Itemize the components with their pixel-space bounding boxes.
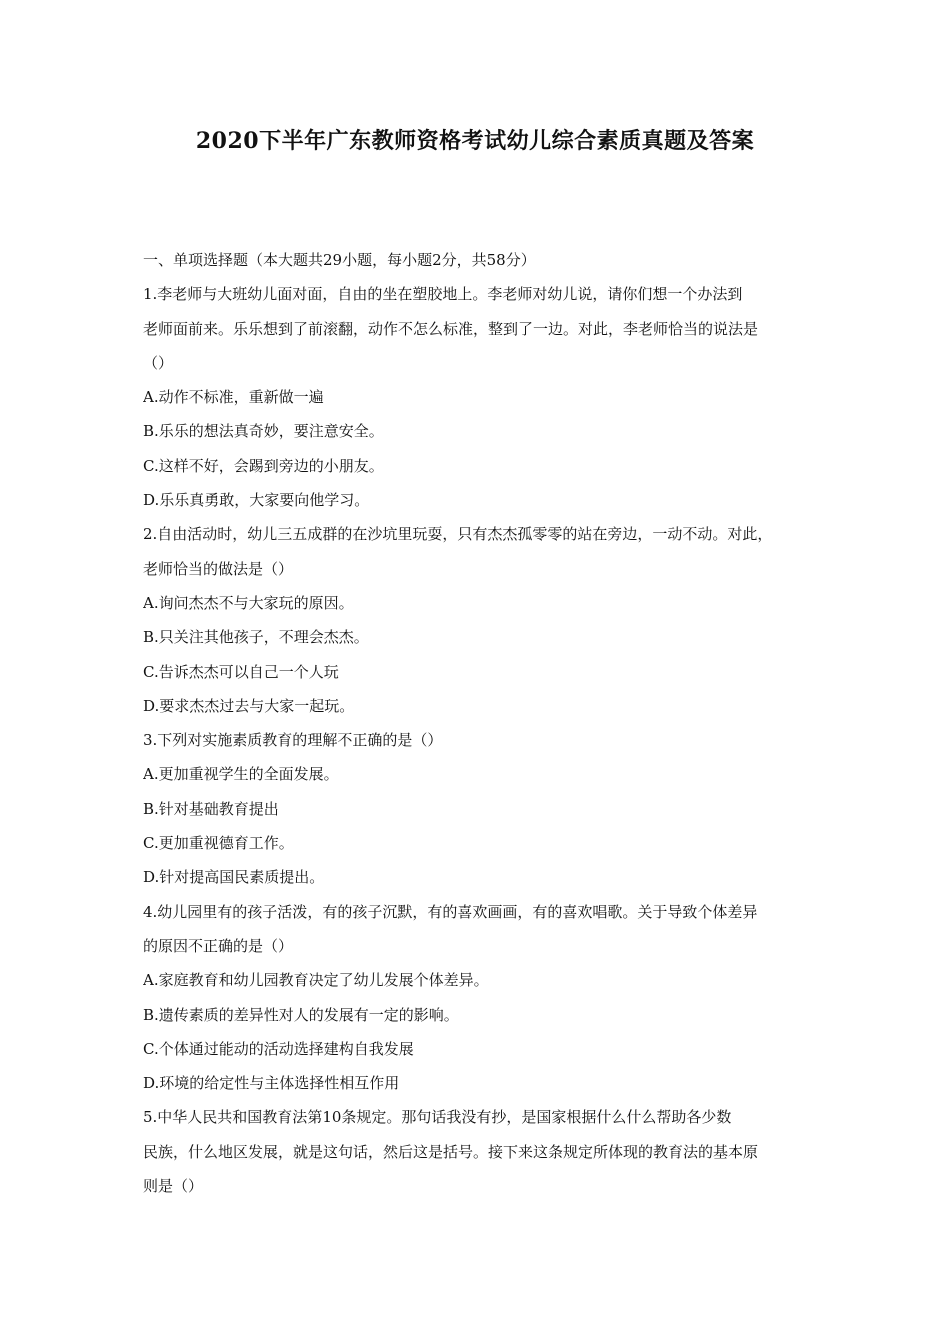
option-d: D.针对提高国民素质提出。 xyxy=(143,868,325,887)
option-d: D.乐乐真勇敢，大家要向他学习。 xyxy=(143,491,370,510)
option-d: D.要求杰杰过去与大家一起玩。 xyxy=(143,696,355,715)
option-b: B.乐乐的想法真奇妙，要注意安全。 xyxy=(143,422,384,441)
option-c: C.更加重视德育工作。 xyxy=(143,834,294,853)
question-3 xyxy=(143,723,815,894)
option-a: A.更加重视学生的全面发展。 xyxy=(143,765,339,784)
question-stem-line: 的原因不正确的是（） xyxy=(143,936,294,955)
question-stem-line: 民族，什么地区发展，就是这句话，然后这是括号。接下来这条规定所体现的教育法的基本原 xyxy=(143,1142,759,1161)
question-1 xyxy=(143,277,815,517)
question-4 xyxy=(143,895,815,1101)
option-a: A.询问杰杰不与大家玩的原因。 xyxy=(143,593,354,612)
question-5 xyxy=(143,1100,815,1203)
question-stem-line: 老师面前来。乐乐想到了前滚翻，动作不怎么标准，整到了一边。对此，李老师恰当的说法是 xyxy=(143,319,759,338)
question-stem-line: 4.幼儿园里有的孩子活泼，有的孩子沉默，有的喜欢画画，有的喜欢唱歌。关于导致个体差异 xyxy=(143,902,758,921)
question-stem-line: 5.中华人民共和国教育法第10条规定。那句话我没有抄，是国家根据什么什么帮助各少数 xyxy=(143,1108,732,1127)
question-2 xyxy=(143,517,815,723)
option-c: C.告诉杰杰可以自己一个人玩 xyxy=(143,662,339,681)
option-b: B.遗传素质的差异性对人的发展有一定的影响。 xyxy=(143,1005,459,1024)
option-a: A.动作不标准，重新做一遍 xyxy=(143,388,324,407)
question-stem-line: 2.自由活动时，幼儿三五成群的在沙坑里玩耍，只有杰杰孤零零的站在旁边，一动不动。对此， xyxy=(143,525,773,544)
option-d: D.环境的给定性与主体选择性相互作用 xyxy=(143,1074,400,1093)
question-stem-line: 老师恰当的做法是（） xyxy=(143,559,294,578)
section-heading: 一、单项选择题（本大题共29小题，每小题2分，共58分） xyxy=(143,251,536,269)
question-stem-line: 1.李老师与大班幼儿面对面，自由的坐在塑胶地上。李老师对幼儿说，请你们想一个办法到 xyxy=(143,285,743,304)
option-b: B.针对基础教育提出 xyxy=(143,799,279,818)
question-stem-line: 则是（） xyxy=(143,1177,204,1196)
document-title: 2020下半年广东教师资格考试幼儿综合素质真题及答案 xyxy=(195,128,755,154)
document-body xyxy=(143,243,815,1203)
option-a: A.家庭教育和幼儿园教育决定了幼儿发展个体差异。 xyxy=(143,971,489,990)
option-b: B.只关注其他孩子，不理会杰杰。 xyxy=(143,628,369,647)
option-c: C.这样不好，会踢到旁边的小朋友。 xyxy=(143,456,384,475)
option-c: C.个体通过能动的活动选择建构自我发展 xyxy=(143,1039,414,1058)
question-stem-line: （） xyxy=(143,353,174,372)
question-stem-line: 3.下列对实施素质教育的理解不正确的是（） xyxy=(143,731,443,750)
